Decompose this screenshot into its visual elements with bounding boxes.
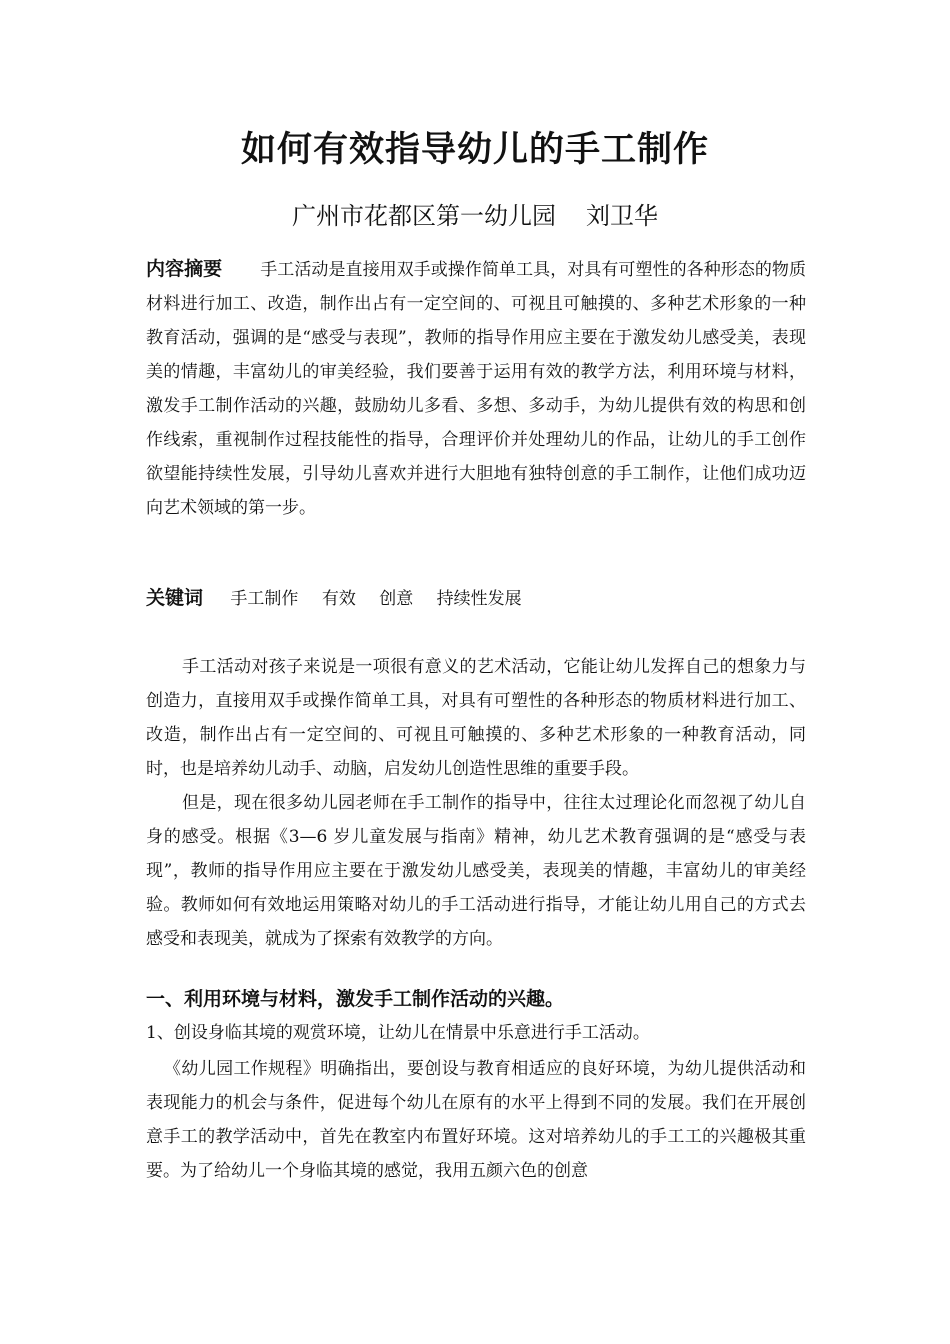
abstract-label: 内容摘要	[146, 258, 223, 280]
keyword: 有效	[321, 589, 356, 609]
regulation-title: 《幼儿园工作规程》	[164, 1059, 321, 1079]
author-line	[0, 196, 950, 236]
subsection-heading-1-1: 1、创设身临其境的观赏环境，让幼儿在情景中乐意进行手工活动。	[146, 1023, 650, 1043]
author-organization: 广州市花都区第一幼儿园	[292, 202, 556, 230]
keyword: 手工制作	[230, 589, 299, 609]
keywords-label: 关键词	[146, 587, 204, 609]
author-name: 刘卫华	[586, 202, 658, 230]
document-title: 如何有效指导幼儿的手工制作	[240, 130, 709, 170]
body-paragraph-1: 手工活动对孩子来说是一项很有意义的艺术活动，它能让幼儿发挥自己的想象力与创造力，直接用双手或操作简单工具，对具有可塑性的各种形态的物质材料进行加工、改造，制作出占有一定空间的、可视且可触摸的、多种艺术形象的一种教育活动，同时，也是培养幼儿动手、动脑，启发幼儿创造性思维的重要手段。	[146, 657, 806, 779]
body-paragraph-3-text: 明确指出，要创设与教育相适应的良好环境，为幼儿提供活动和表现能力的机会与条件，促进每个幼儿在原有的水平上得到不同的发展。我们在开展创意手工的教学活动中，首先在教室内布置好环境。这对培养幼儿的手工工的兴趣极其重要。为了给幼儿一个身临其境的感觉，我用五颜六色的创意	[146, 1059, 806, 1181]
section-heading-1: 一、利用环境与材料，激发手工制作活动的兴趣。	[146, 988, 565, 1010]
body-paragraph-2: 但是，现在很多幼儿园老师在手工制作的指导中，往往太过理论化而忽视了幼儿自身的感受。根据《3—6 岁儿童发展与指南》精神，幼儿艺术教育强调的是“感受与表现”，教师的指导作用应主要在于激发幼儿感受美，表现美的情趣，丰富幼儿的审美经验。教师如何有效地运用策略对幼儿的手工活动进行指导，才能让幼儿用自己的方式去感受和表现美，就成为了探索有效教学的方向。	[146, 793, 806, 949]
abstract-text: 手工活动是直接用双手或操作简单工具，对具有可塑性的各种形态的物质材料进行加工、改造，制作出占有一定空间的、可视且可触摸的、多种艺术形象的一种教育活动，强调的是“感受与表现”，教师的指导作用应主要在于激发幼儿感受美，表现美的情趣，丰富幼儿的审美经验，我们要善于运用有效的教学方法，利用环境与材料，激发手工制作活动的兴趣，鼓励幼儿多看、多想、多动手，为幼儿提供有效的构思和创作线索，重视制作过程技能性的指导，合理评价并处理幼儿的作品，让幼儿的手工创作欲望能持续性发展，引导幼儿喜欢并进行大胆地有独特创意的手工制作，让他们成功迈向艺术领域的第一步。	[146, 260, 806, 518]
abstract-section	[146, 252, 806, 525]
keyword: 持续性发展	[436, 589, 522, 609]
body-paragraph-3	[146, 1052, 806, 1188]
keywords-section	[146, 581, 806, 616]
keyword: 创意	[379, 589, 414, 609]
